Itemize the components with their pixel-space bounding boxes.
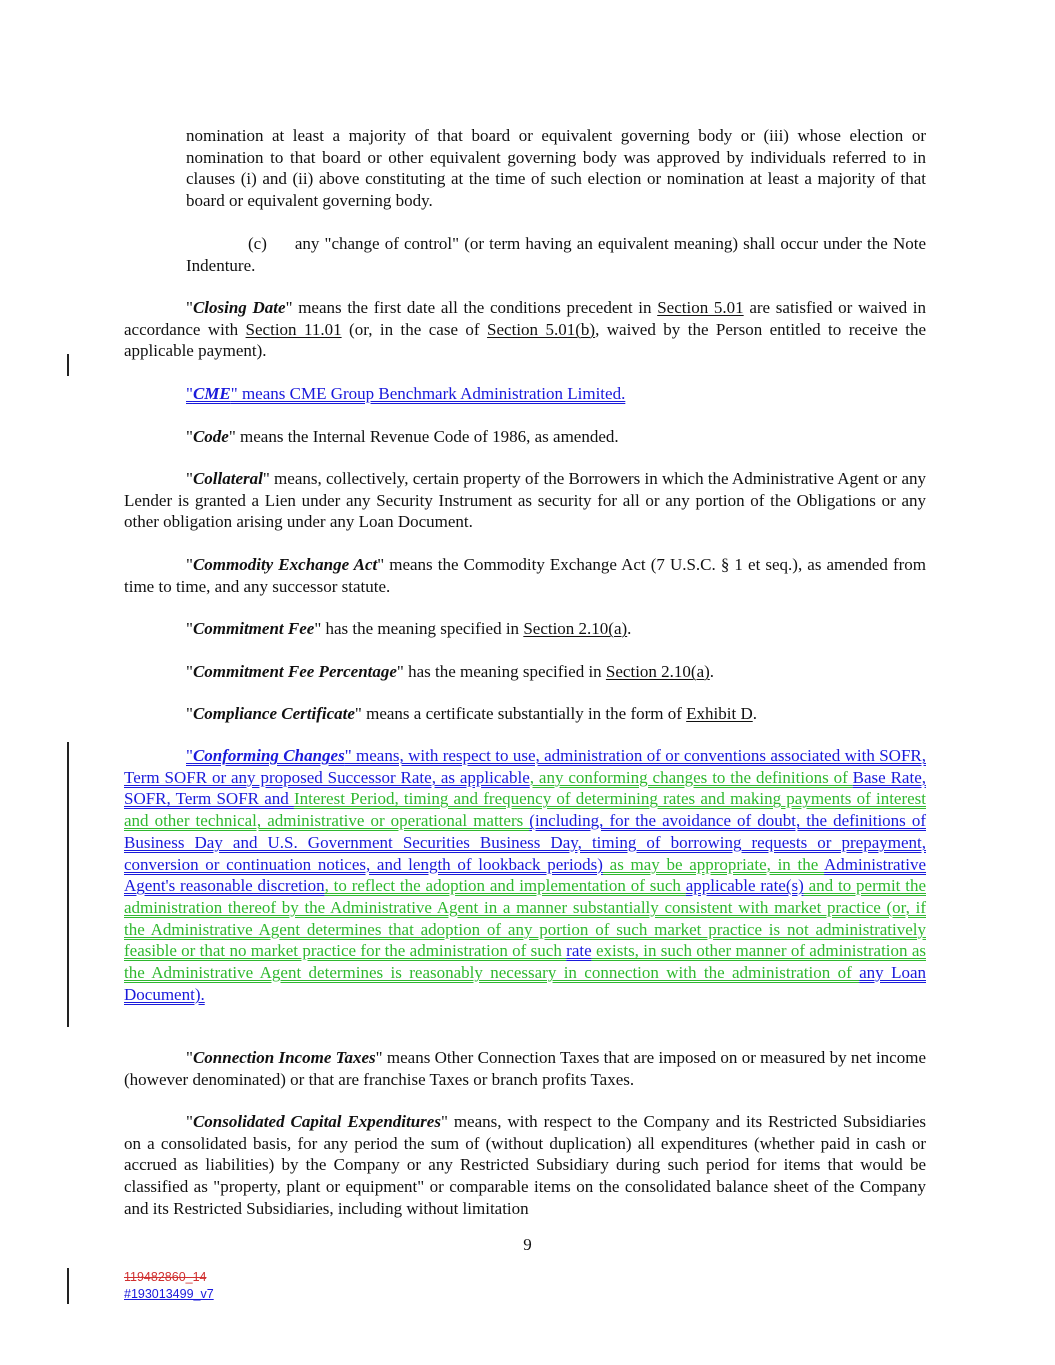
clause-label: (c) bbox=[248, 234, 267, 253]
footer-old-doc-id: 119482860_14 bbox=[124, 1270, 207, 1284]
change-bar bbox=[67, 1268, 69, 1304]
defined-term: CME bbox=[192, 384, 231, 403]
definition-consolidated-capital-expenditures: "Consolidated Capital Expenditures" means, with respect to the Company and its Restricted Subsidiaries on a consolidated basis, for any period the sum of (without duplication) all expenditures (whether paid in cash or accrued as liabilities) by the Company or any Restricted Subsidiary during such period for items that would be classified as "property, plant or equipment" or comparable items on the consolidated balance sheet of the Company and its Restricted Subsidiaries, including without limitation bbox=[124, 1112, 926, 1218]
section-ref-link[interactable]: Section 5.01 bbox=[657, 298, 744, 317]
section-ref-link[interactable]: Section 2.10(a) bbox=[523, 619, 628, 638]
definition-closing-date: "Closing Date" means the first date all the conditions precedent in Section 5.01 are satisfied or waived in accordance with Section 11.01 (or, in the case of Section 5.01(b), waived by the Person entitled to receive the applicable payment). bbox=[124, 298, 927, 361]
definition-conforming-changes: "Conforming Changes" means, with respect to use, administration of or conventions associated with SOFR, Term SOFR or any proposed Successor Rate, as applicable, any conforming changes to the definitions of Base Rate, SOFR, Term SOFR and Interest Period, timing and frequency of determining rates and making payments of interest and other technical, administrative or operational matters (including, for the avoidance of doubt, the definitions of Business Day and U.S. Government Securities Business Day, timing of borrowing requests or prepayment, conversion or continuation notices, and length of lookback periods) as may be appropriate, in the Administrative Agent's reasonable discretion, to reflect the adoption and implementation of such applicable rate(s) and to permit the administration thereof by the Administrative Agent in a manner substantially consistent with market practice (or, if the Administrative Agent determines that adoption of any portion of such market practice is not administratively feasible or that no market practice for the administration of such rate exists, in such other manner of administration as the Administrative Agent determines is reasonably necessary in connection with the administration of any Loan Document). bbox=[124, 746, 927, 1004]
section-ref-link[interactable]: Section 5.01(b) bbox=[487, 319, 596, 339]
footer-new-doc-id: #193013499_v7 bbox=[124, 1287, 214, 1301]
definition-commitment-fee: "Commitment Fee" has the meaning specified in Section 2.10(a). bbox=[186, 619, 632, 638]
defined-term: Compliance Certificate bbox=[192, 704, 355, 723]
page-number: 9 bbox=[523, 1235, 532, 1254]
change-bar bbox=[67, 742, 69, 1027]
section-ref-link[interactable]: Section 11.01 bbox=[245, 319, 342, 339]
defined-term: Commodity Exchange Act bbox=[192, 555, 378, 574]
definition-commitment-fee-percentage: "Commitment Fee Percentage" has the meaning specified in Section 2.10(a). bbox=[186, 662, 715, 681]
definition-cme bbox=[124, 383, 926, 405]
defined-term: Connection Income Taxes bbox=[192, 1048, 376, 1067]
definition-collateral: "Collateral" means, collectively, certain property of the Borrowers in which the Administrative Agent or any Lender is granted a Lien under any Security Instrument as security for all or any portion of the Obligations or any other obligation arising under any Loan Document. bbox=[124, 469, 926, 532]
defined-term: Commitment Fee bbox=[192, 619, 315, 638]
definition-connection-income-taxes: "Connection Income Taxes" means Other Connection Taxes that are imposed on or measured by net income (however denominated) or that are franchise Taxes or branch profits Taxes. bbox=[124, 1048, 926, 1089]
defined-term: Commitment Fee Percentage bbox=[192, 662, 397, 681]
definition-compliance-certificate: "Compliance Certificate" means a certificate substantially in the form of Exhibit D. bbox=[186, 704, 757, 723]
inserted-text: "CME" means CME Group Benchmark Administration Limited. bbox=[186, 384, 626, 403]
defined-term: Conforming Changes bbox=[192, 746, 345, 765]
clause-c bbox=[186, 233, 926, 276]
defined-term: Collateral bbox=[192, 469, 263, 488]
section-ref-link[interactable]: Section 2.10(a) bbox=[605, 662, 710, 681]
exhibit-ref-link[interactable]: Exhibit D bbox=[686, 704, 753, 723]
change-bar bbox=[67, 354, 69, 376]
defined-term: Consolidated Capital Expenditures bbox=[192, 1112, 441, 1131]
definition-code: "Code" means the Internal Revenue Code of 1986, as amended. bbox=[186, 427, 619, 446]
clause-text: any "change of control" (or term having an equivalent meaning) shall occur under the Note Indenture. bbox=[186, 234, 926, 275]
paragraph-continuation: nomination at least a majority of that board or equivalent governing body or (iii) whose election or nomination to that board or other equivalent governing body was approved by individuals referred to in clauses (i) and (ii) above constituting at the time of such election or nomination at least a majority of that board or equivalent governing body. bbox=[186, 126, 926, 211]
defined-term: Closing Date bbox=[192, 298, 286, 317]
defined-term: Code bbox=[192, 427, 229, 446]
definition-commodity-exchange-act: "Commodity Exchange Act" means the Commodity Exchange Act (7 U.S.C. § 1 et seq.), as amended from time to time, and any successor statute. bbox=[124, 555, 927, 596]
